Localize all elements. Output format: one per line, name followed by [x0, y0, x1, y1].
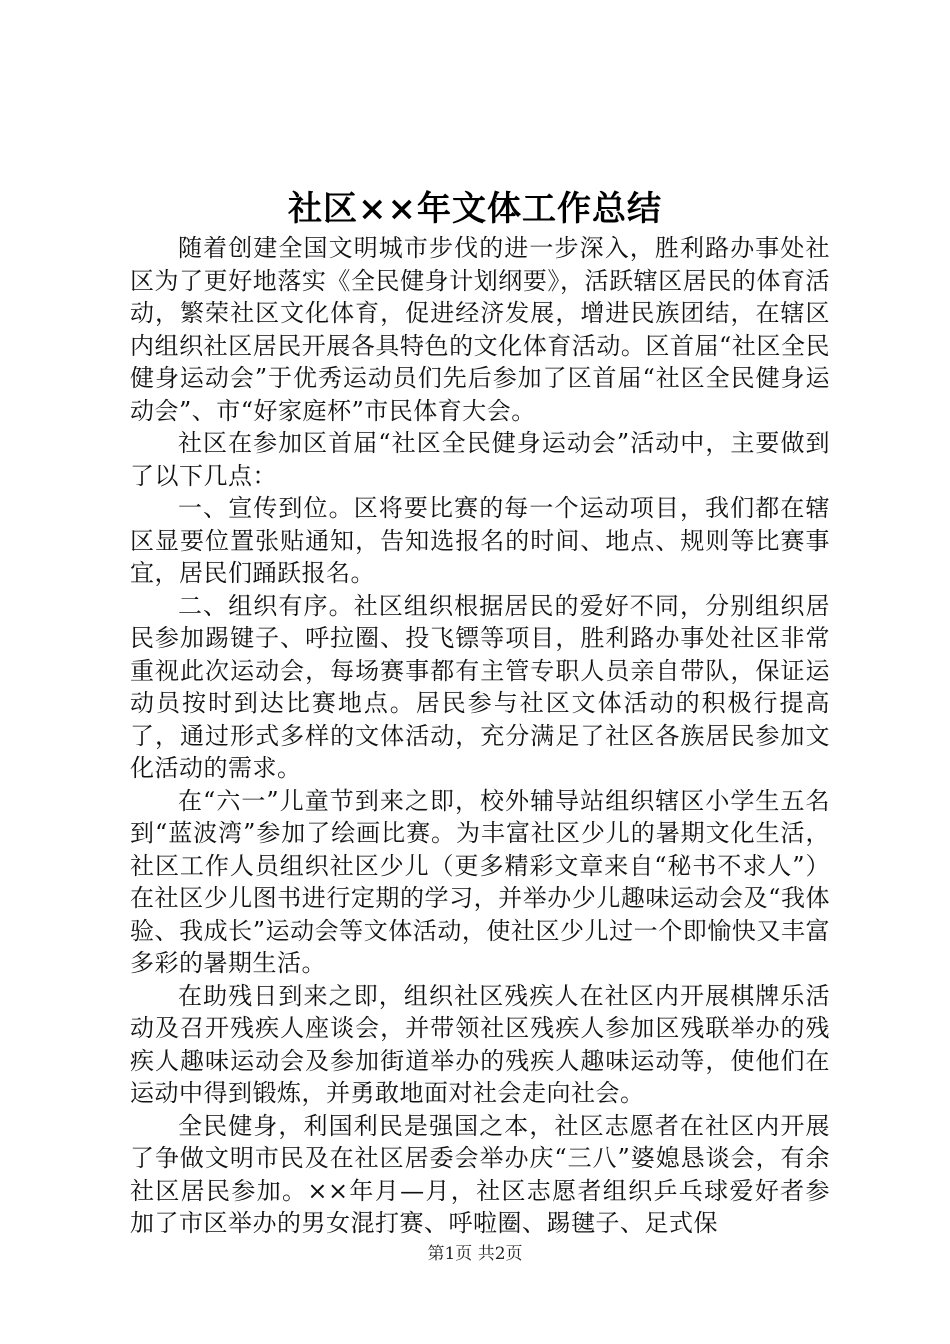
page-footer: 第1页 共2页	[427, 1244, 523, 1264]
paragraph-childrens-day: 在“六一”儿童节到来之即，校外辅导站组织辖区小学生五名到“蓝波湾”参加了绘画比赛。为丰富社区少儿的暑期文化生活，社区工作人员组织社区少儿（更多精彩文章来自“秘书不求人”）在社区少儿图书进行定期的学习，并举办少儿趣味运动会及“我体验、我成长”运动会等文体活动，使社区少儿过一个即愉快又丰富多彩的暑期生活。	[130, 786, 830, 977]
document-body	[130, 232, 830, 1240]
document-title: 社区××年文体工作总结	[288, 189, 662, 229]
paragraph-key-points: 社区在参加区首届“社区全民健身运动会”活动中，主要做到了以下几点：	[130, 429, 830, 490]
paragraph-publicity: 一、宣传到位。区将要比赛的每一个运动项目，我们都在辖区显要位置张贴通知，告知选报名的时间、地点、规则等比赛事宜，居民们踊跃报名。	[130, 494, 830, 587]
paragraph-organization: 二、组织有序。社区组织根据居民的爱好不同，分别组织居民参加踢键子、呼拉圈、投飞镖等项目，胜利路办事处社区非常重视此次运动会，每场赛事都有主管专职人员亲自带队，保证运动员按时到达比赛地点。居民参与社区文体活动的积极行提高了，通过形式多样的文体活动，充分满足了社区各族居民参加文化活动的需求。	[130, 591, 830, 782]
paragraph-intro: 随着创建全国文明城市步伐的进一步深入，胜利路办事处社区为了更好地落实《全民健身计划纲要》，活跃辖区居民的体育活动，繁荣社区文化体育，促进经济发展，增进民族团结，在辖区内组织社区居民开展各具特色的文化体育活动。区首届“社区全民健身运动会”于优秀运动员们先后参加了区首届“社区全民健身运动会”、市“好家庭杯”市民体育大会。	[130, 234, 830, 425]
paragraph-fitness: 全民健身，利国利民是强国之本，社区志愿者在社区内开展了争做文明市民及在社区居委会举办庆“三八”婆媳恳谈会，有余社区居民参加。××年月—月，社区志愿者组织乒乓球爱好者参加了市区举办的男女混打赛、呼啦圈、踢毽子、足式保	[130, 1111, 830, 1237]
paragraph-disability-day: 在助残日到来之即，组织社区残疾人在社区内开展棋牌乐活动及召开残疾人座谈会，并带领社区残疾人参加区残联举办的残疾人趣味运动会及参加街道举办的残疾人趣味运动等，使他们在运动中得到锻炼，并勇敢地面对社会走向社会。	[130, 981, 830, 1107]
